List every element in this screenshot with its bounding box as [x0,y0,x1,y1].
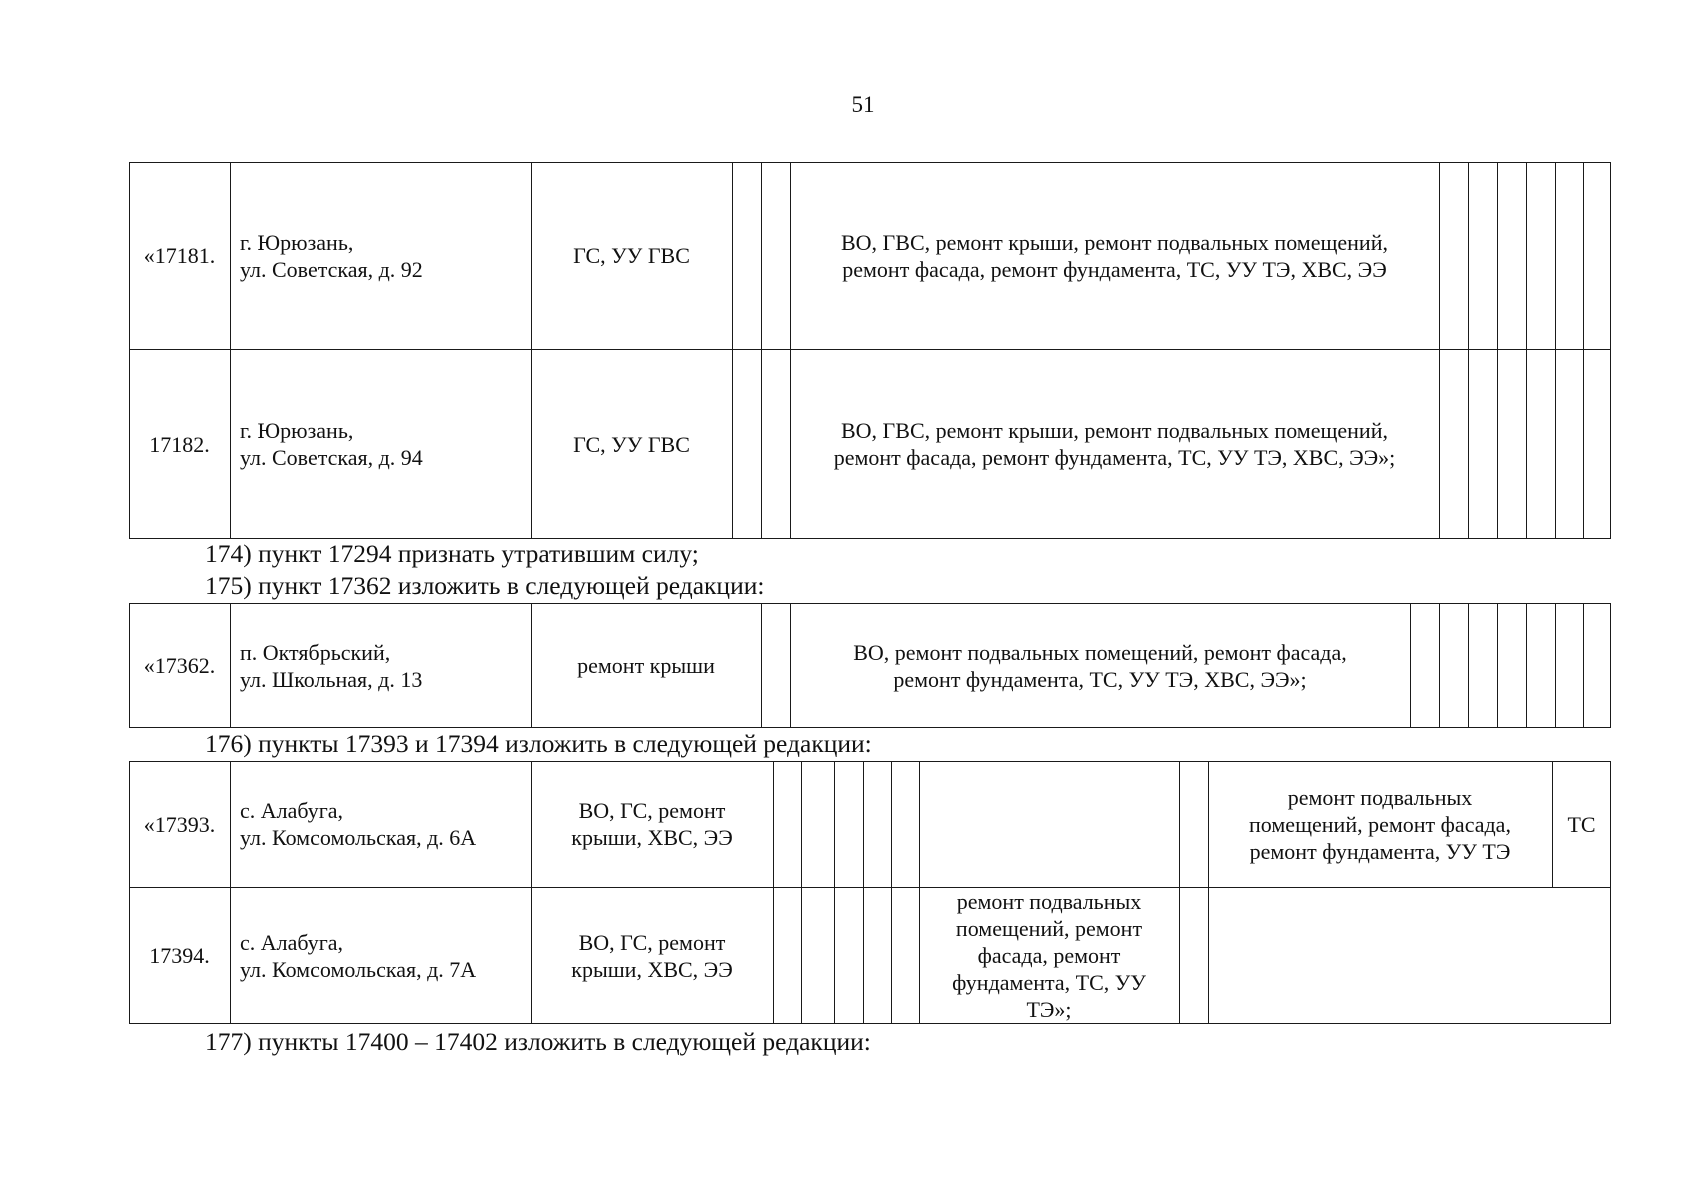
works-cell: ремонт крыши [577,653,715,678]
table-row [129,603,230,728]
works-cell: ВО, ГВС, ремонт крыши, ремонт подвальных помещений, ремонт фасада, ремонт фундамента, ТС, УУ ТЭ, ХВС, ЭЭ [841,229,1388,282]
works-cell: ремонт подвальных помещений, ремонт фасада, ремонт фундамента, УУ ТЭ [1249,784,1511,864]
paragraph-176: 176) пункты 17393 и 17394 изложить в следующей редакции: [205,729,872,758]
paragraph-177: 177) пункты 17400 – 17402 изложить в следующей редакции: [205,1027,871,1056]
address-cell: г. Юрюзань, ул. Советская, д. 94 [240,418,423,470]
table-row [129,887,230,1024]
works-cell: ВО, ГВС, ремонт крыши, ремонт подвальных помещений, ремонт фасада, ремонт фундамента, ТС, УУ ТЭ, ХВС, ЭЭ»; [833,418,1396,470]
works-cell: ГС, УУ ГВС [573,431,690,457]
works-cell: ВО, ГС, ремонт крыши, ХВС, ЭЭ [571,929,733,982]
paragraph-174: 174) пункт 17294 признать утратившим силу; [205,539,699,568]
works-cell: ТС [1567,811,1596,837]
page-number: 51 [851,92,875,117]
item-number: «17362. [143,653,216,678]
table-row [129,761,230,887]
table-row [129,162,230,349]
address-cell: г. Юрюзань, ул. Советская, д. 92 [240,229,423,282]
works-cell: ВО, ГС, ремонт крыши, ХВС, ЭЭ [571,798,733,850]
works-cell: ГС, УУ ГВС [573,243,690,268]
item-number: 17394. [149,943,210,968]
address-cell: п. Октябрьский, ул. Школьная, д. 13 [240,639,423,692]
paragraph-175: 175) пункт 17362 изложить в следующей редакции: [205,571,765,600]
item-number: «17181. [143,243,216,268]
address-cell: с. Алабуга, ул. Комсомольская, д. 7А [240,929,477,982]
item-number: 17182. [149,431,210,457]
item-number: «17393. [143,811,216,837]
table-row [129,349,230,539]
address-cell: с. Алабуга, ул. Комсомольская, д. 6А [240,798,477,850]
works-cell: ремонт подвальных помещений, ремонт фасада, ремонт фундамента, ТС, УУ ТЭ»; [952,889,1146,1022]
works-cell: ВО, ремонт подвальных помещений, ремонт фасада, ремонт фундамента, ТС, УУ ТЭ, ХВС, ЭЭ»; [853,639,1347,692]
